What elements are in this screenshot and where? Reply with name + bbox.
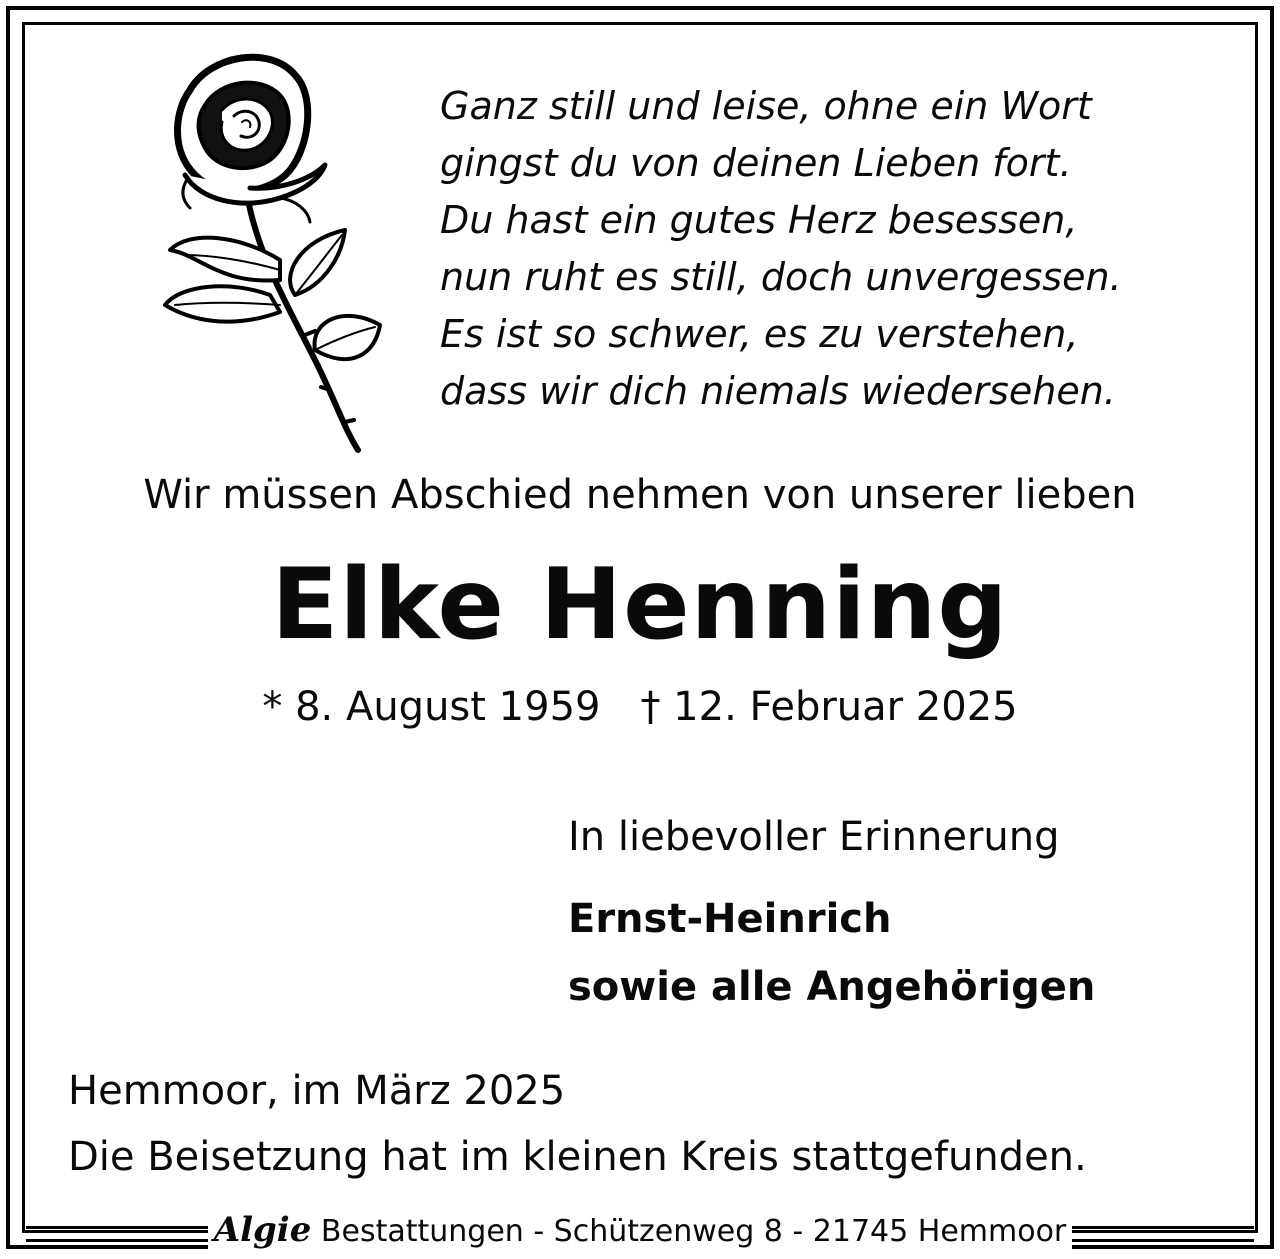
intro-text: Wir müssen Abschied nehmen von unserer lieben	[143, 472, 1137, 518]
funeral-home-address: Bestattungen - Schützenweg 8 - 21745 Hemmoor	[320, 1214, 1067, 1249]
mourner-name: Ernst-Heinrich	[568, 896, 892, 942]
death-date: † 12. Februar 2025	[640, 684, 1018, 730]
poem-line: gingst du von deinen Lieben fort.	[440, 141, 1072, 185]
poem-line: nun ruht es still, doch unvergessen.	[440, 255, 1122, 299]
rose-icon	[130, 50, 390, 460]
footer	[0, 1208, 1280, 1254]
mourner-name: sowie alle Angehörigen	[568, 964, 1096, 1010]
deceased-name: Elke Henning	[271, 548, 1009, 662]
poem-line: Du hast ein gutes Herz besessen,	[440, 198, 1078, 242]
memory-text: In liebevoller Erinnerung	[568, 814, 1060, 860]
poem-line: Es ist so schwer, es zu verstehen,	[440, 312, 1079, 356]
birth-date: * 8. August 1959	[262, 684, 601, 730]
funeral-home-logo: Algie	[213, 1210, 312, 1250]
poem-line: Ganz still und leise, ohne ein Wort	[440, 84, 1092, 128]
poem	[440, 78, 1122, 420]
poem-line: dass wir dich niemals wiedersehen.	[440, 369, 1116, 413]
burial-note: Die Beisetzung hat im kleinen Kreis stattgefunden.	[68, 1134, 1087, 1180]
place-date: Hemmoor, im März 2025	[68, 1068, 566, 1114]
life-dates	[0, 684, 1280, 730]
